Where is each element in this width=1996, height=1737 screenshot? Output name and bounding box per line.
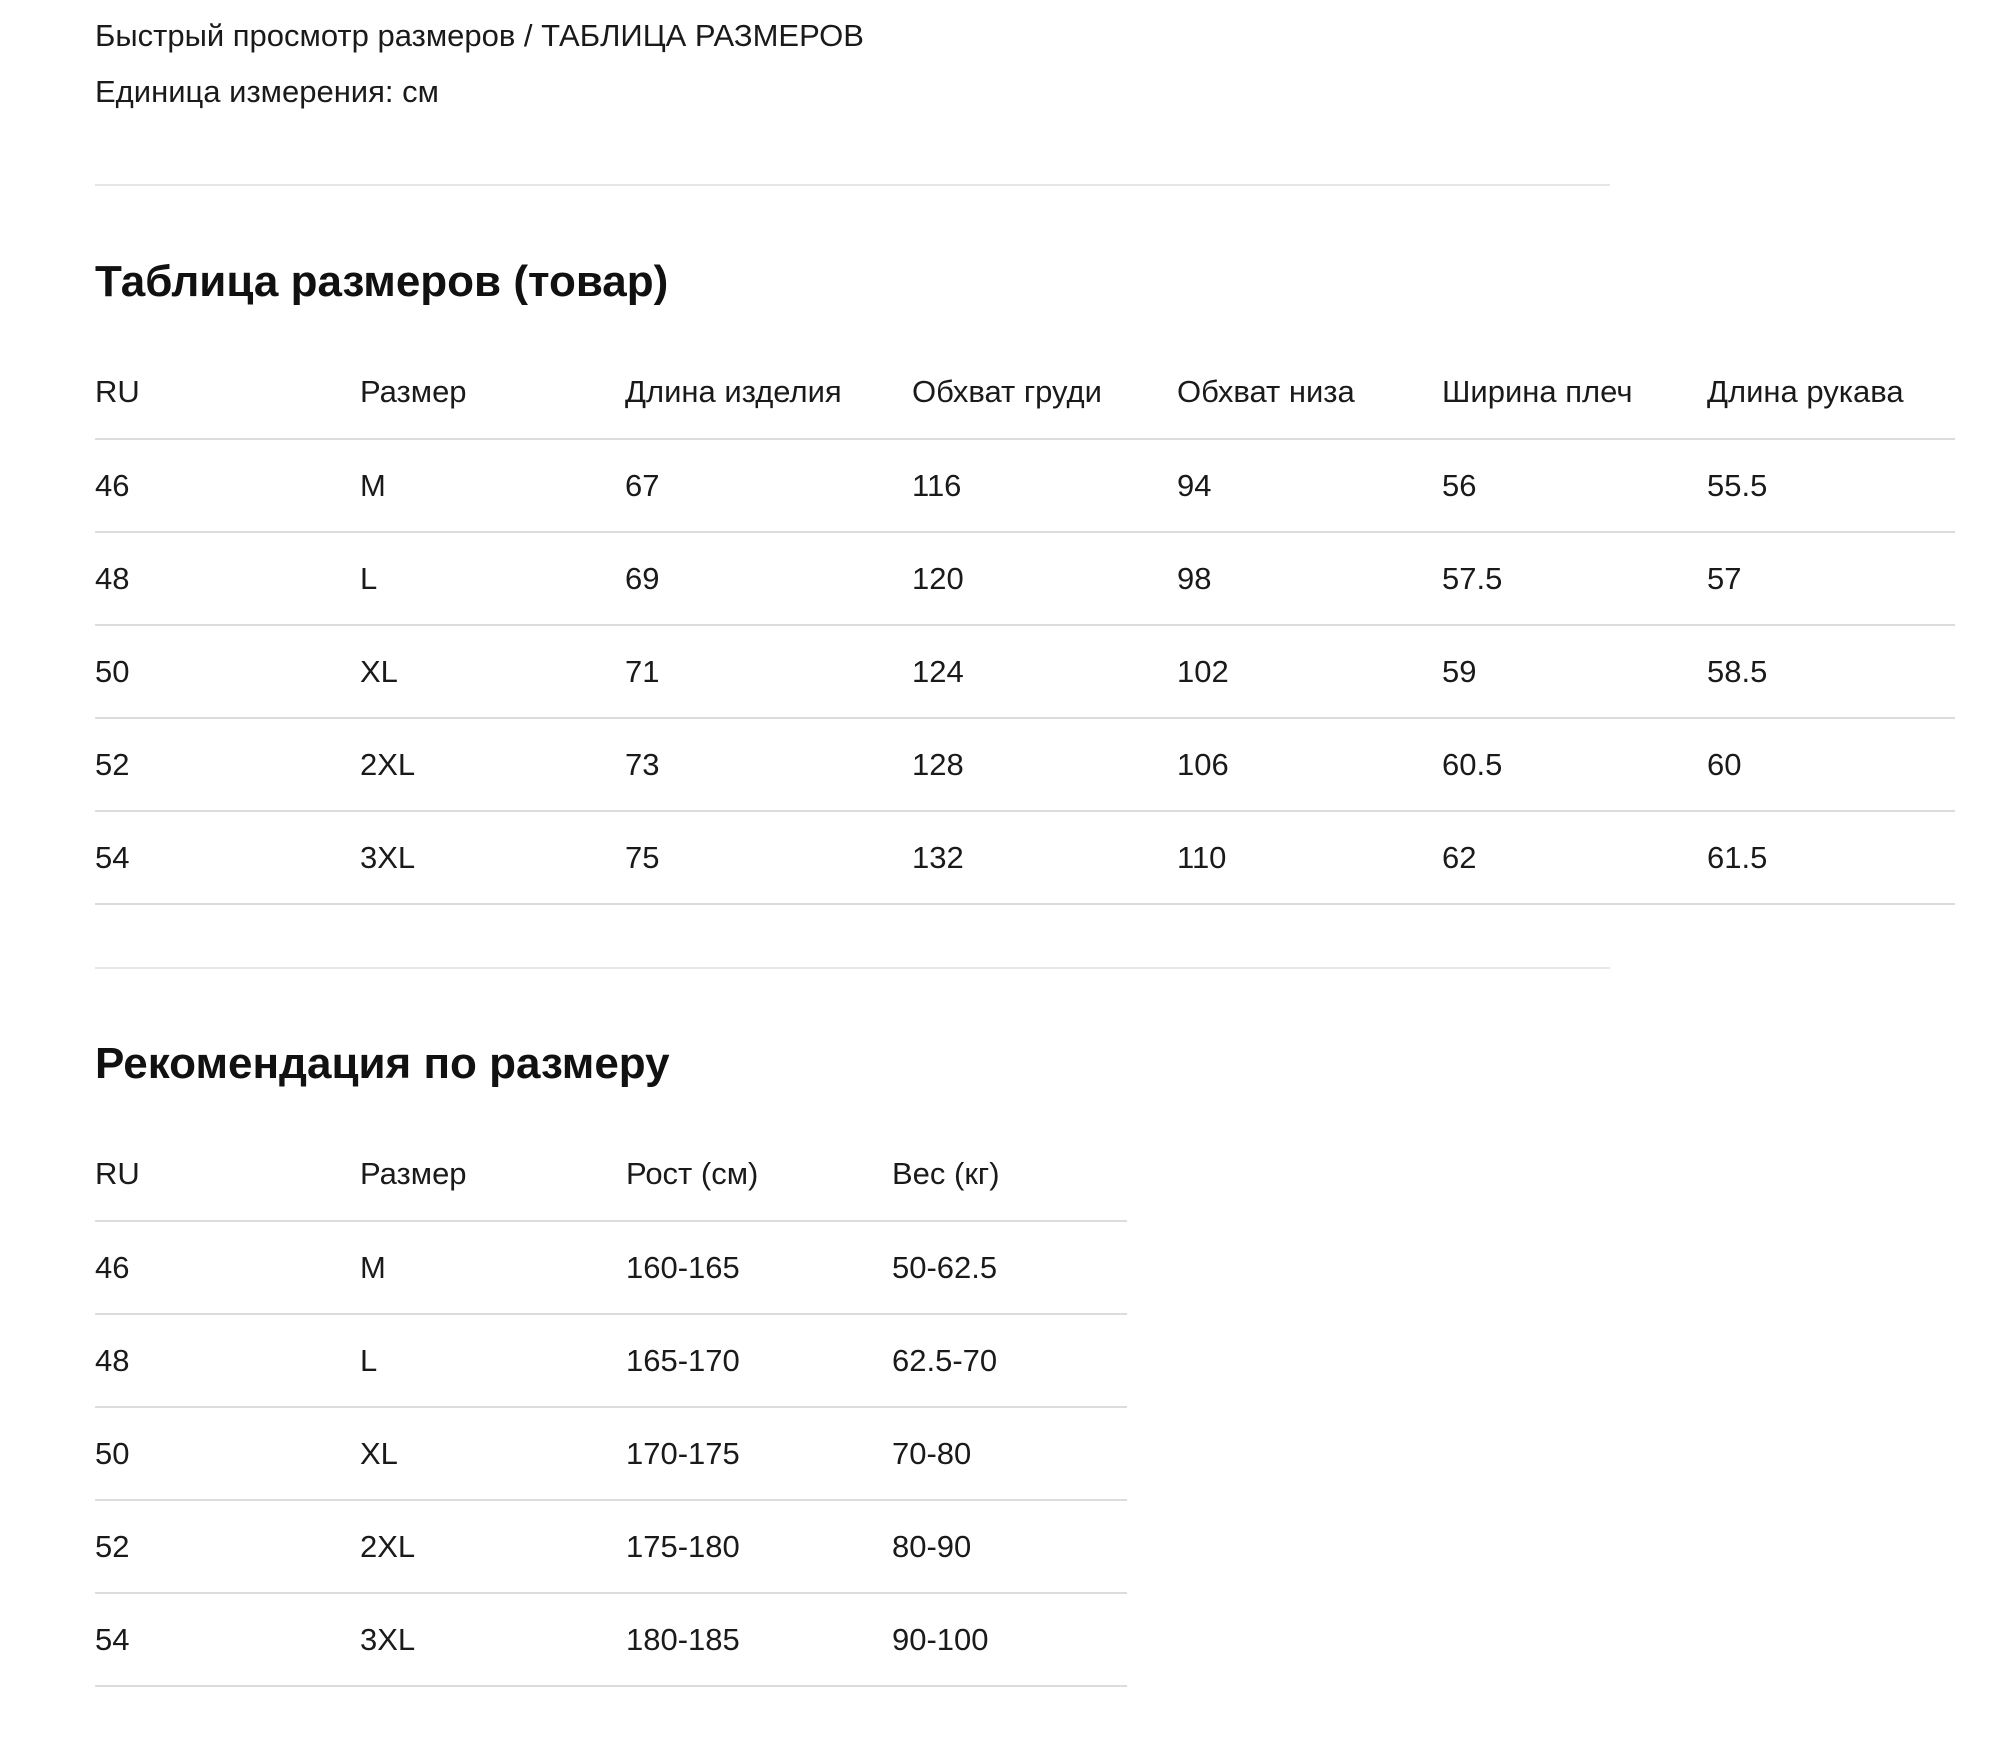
table-row bbox=[95, 1407, 1127, 1500]
table-cell: 175-180 bbox=[626, 1500, 892, 1593]
table-row bbox=[95, 1500, 1127, 1593]
table-cell: 2XL bbox=[360, 718, 625, 811]
table-cell: 170-175 bbox=[626, 1407, 892, 1500]
table-cell: 120 bbox=[912, 532, 1177, 625]
breadcrumb: Быстрый просмотр размеров / ТАБЛИЦА РАЗМЕРОВ bbox=[95, 18, 864, 53]
table-cell: 48 bbox=[95, 532, 360, 625]
table-cell: 110 bbox=[1177, 811, 1442, 904]
table-cell: 165-170 bbox=[626, 1314, 892, 1407]
table-row bbox=[95, 1221, 1127, 1314]
table-cell: 160-165 bbox=[626, 1221, 892, 1314]
product-size-table bbox=[95, 346, 1955, 905]
table-cell: 67 bbox=[625, 439, 912, 532]
table-cell: L bbox=[360, 1314, 626, 1407]
column-header-garment-length: Длина изделия bbox=[625, 346, 912, 439]
table-cell: 90-100 bbox=[892, 1593, 1127, 1686]
table-cell: 56 bbox=[1442, 439, 1707, 532]
table-cell: 98 bbox=[1177, 532, 1442, 625]
column-header-size: Размер bbox=[360, 346, 625, 439]
table-cell: M bbox=[360, 1221, 626, 1314]
table-row bbox=[95, 625, 1955, 718]
table-cell: 59 bbox=[1442, 625, 1707, 718]
table-row bbox=[95, 532, 1955, 625]
table-cell: 61.5 bbox=[1707, 811, 1955, 904]
column-header-shoulder-width: Ширина плеч bbox=[1442, 346, 1707, 439]
table-cell: 132 bbox=[912, 811, 1177, 904]
table-cell: 52 bbox=[95, 1500, 360, 1593]
column-header-ru: RU bbox=[95, 1128, 360, 1221]
table-cell: 2XL bbox=[360, 1500, 626, 1593]
table-cell: 46 bbox=[95, 1221, 360, 1314]
table-cell: 54 bbox=[95, 811, 360, 904]
table-cell: 58.5 bbox=[1707, 625, 1955, 718]
table-cell: 75 bbox=[625, 811, 912, 904]
table-cell: 70-80 bbox=[892, 1407, 1127, 1500]
table-cell: 180-185 bbox=[626, 1593, 892, 1686]
column-header-chest: Обхват груди bbox=[912, 346, 1177, 439]
table-cell: 50 bbox=[95, 625, 360, 718]
table-cell: 3XL bbox=[360, 811, 625, 904]
unit-of-measure-text: Единица измерения: см bbox=[95, 74, 439, 109]
table-cell: 116 bbox=[912, 439, 1177, 532]
table-cell: 106 bbox=[1177, 718, 1442, 811]
table-cell: 80-90 bbox=[892, 1500, 1127, 1593]
table-cell: 102 bbox=[1177, 625, 1442, 718]
table-cell: 50-62.5 bbox=[892, 1221, 1127, 1314]
table-cell: XL bbox=[360, 1407, 626, 1500]
column-header-weight: Вес (кг) bbox=[892, 1128, 1127, 1221]
column-header-hem: Обхват низа bbox=[1177, 346, 1442, 439]
table-cell: 54 bbox=[95, 1593, 360, 1686]
column-header-height: Рост (см) bbox=[626, 1128, 892, 1221]
table-cell: L bbox=[360, 532, 625, 625]
table-cell: 62.5-70 bbox=[892, 1314, 1127, 1407]
column-header-sleeve-length: Длина рукава bbox=[1707, 346, 1955, 439]
table-cell: 128 bbox=[912, 718, 1177, 811]
table-cell: 60.5 bbox=[1442, 718, 1707, 811]
table-header-row bbox=[95, 1128, 1127, 1221]
table-row bbox=[95, 718, 1955, 811]
table-cell: 57 bbox=[1707, 532, 1955, 625]
table-cell: XL bbox=[360, 625, 625, 718]
table-cell: 124 bbox=[912, 625, 1177, 718]
product-size-table-title: Таблица размеров (товар) bbox=[95, 257, 669, 306]
table-cell: 71 bbox=[625, 625, 912, 718]
table-cell: 60 bbox=[1707, 718, 1955, 811]
table-cell: 94 bbox=[1177, 439, 1442, 532]
table-row bbox=[95, 1593, 1127, 1686]
table-cell: 55.5 bbox=[1707, 439, 1955, 532]
section-divider bbox=[95, 184, 1610, 186]
column-header-ru: RU bbox=[95, 346, 360, 439]
table-cell: 50 bbox=[95, 1407, 360, 1500]
table-cell: 62 bbox=[1442, 811, 1707, 904]
table-cell: 69 bbox=[625, 532, 912, 625]
table-cell: 52 bbox=[95, 718, 360, 811]
size-recommendation-table bbox=[95, 1128, 1127, 1687]
column-header-size: Размер bbox=[360, 1128, 626, 1221]
recommendation-table-title: Рекомендация по размеру bbox=[95, 1039, 670, 1088]
table-cell: 48 bbox=[95, 1314, 360, 1407]
table-row bbox=[95, 811, 1955, 904]
section-divider bbox=[95, 967, 1610, 969]
table-row bbox=[95, 1314, 1127, 1407]
table-cell: 73 bbox=[625, 718, 912, 811]
table-cell: 57.5 bbox=[1442, 532, 1707, 625]
table-cell: 46 bbox=[95, 439, 360, 532]
table-row bbox=[95, 439, 1955, 532]
table-cell: M bbox=[360, 439, 625, 532]
table-cell: 3XL bbox=[360, 1593, 626, 1686]
table-header-row bbox=[95, 346, 1955, 439]
